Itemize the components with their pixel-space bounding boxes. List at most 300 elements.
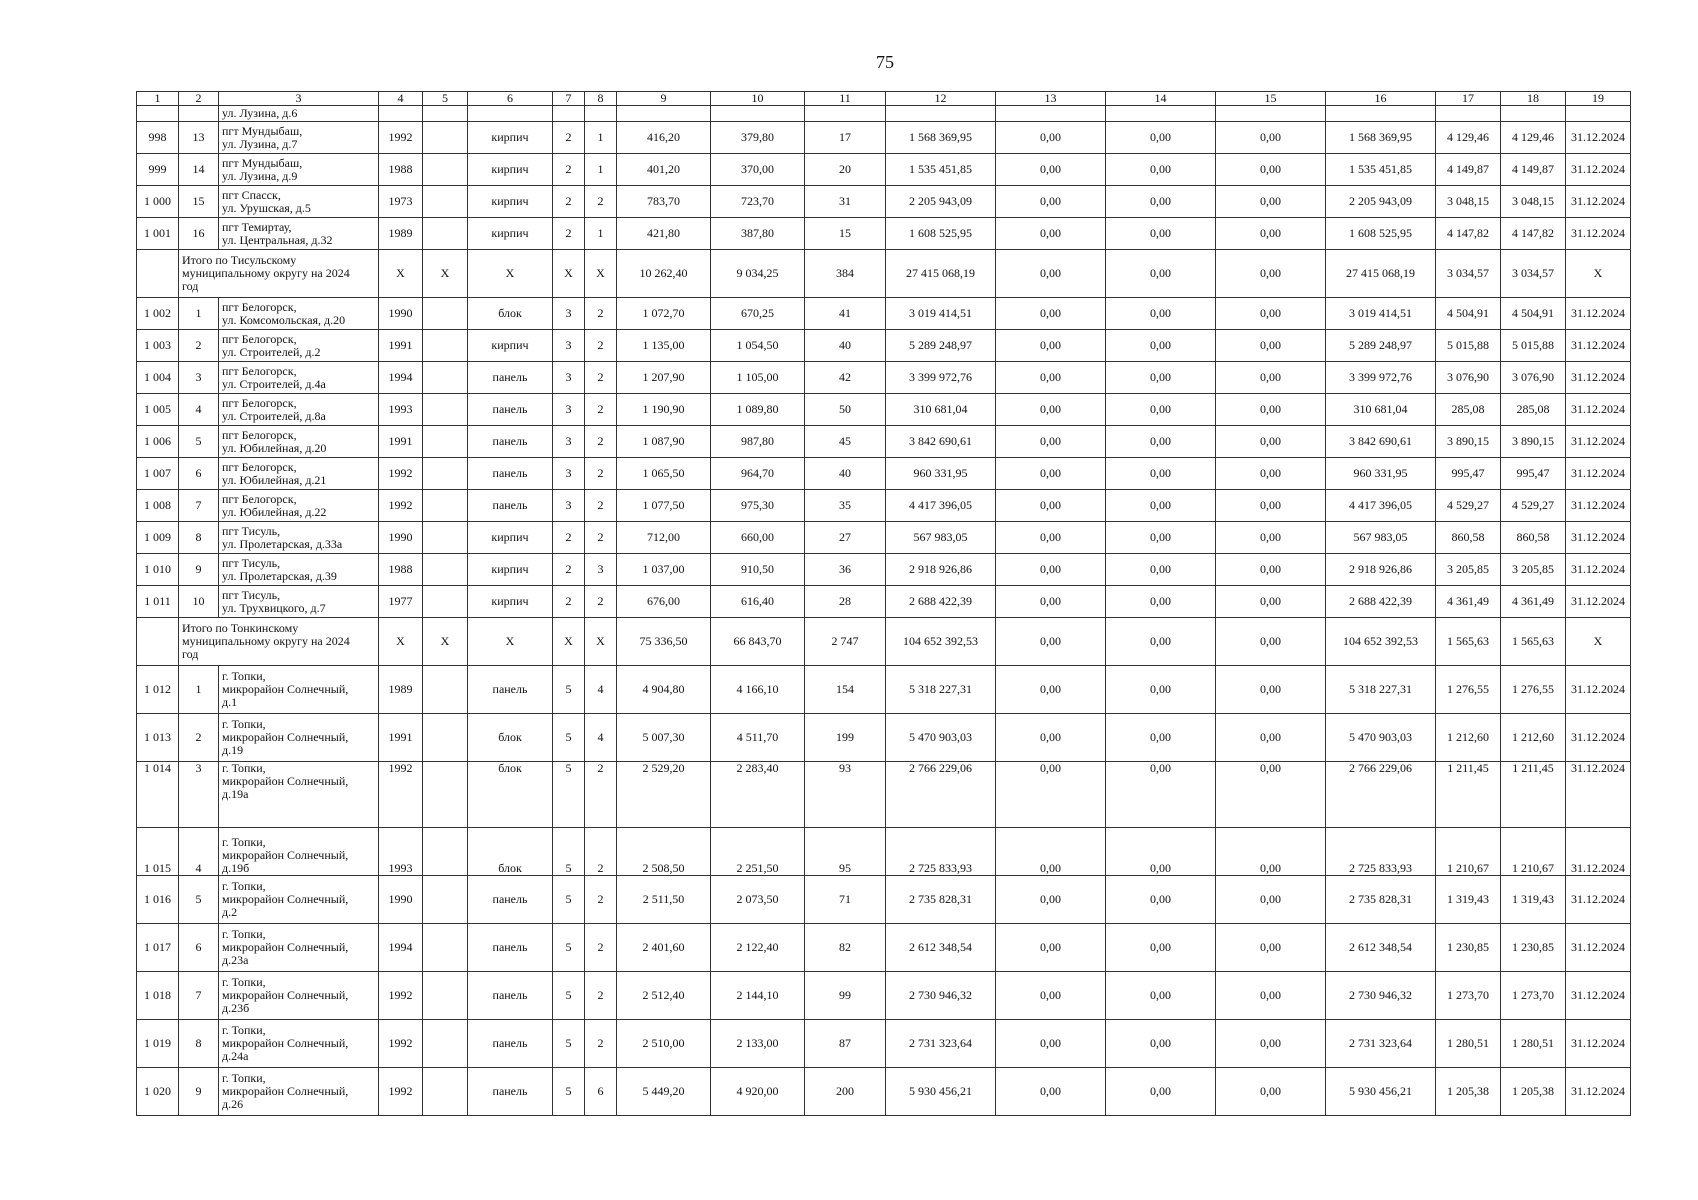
address-cell	[219, 1020, 379, 1068]
floors-cell: 5	[553, 828, 585, 876]
cell-line: д.24а	[222, 1049, 249, 1063]
col14-cell: 0,00	[1106, 218, 1216, 250]
empty-cell	[1436, 106, 1501, 122]
cell-line: год	[182, 647, 199, 661]
material-cell: панель	[468, 1068, 553, 1116]
floors-cell: X	[553, 250, 585, 298]
total-area-cell: 10 262,40	[617, 250, 711, 298]
table-row	[137, 154, 1631, 186]
date-cell: 31.12.2024	[1566, 490, 1631, 522]
cell-line: микрорайон Солнечный,	[222, 730, 349, 744]
living-area-cell: 723,70	[711, 186, 805, 218]
col5-cell	[423, 1020, 468, 1068]
local-number-cell: 15	[179, 186, 219, 218]
row-number-cell	[137, 106, 179, 122]
empty-cell	[1501, 106, 1566, 122]
col13-cell: 0,00	[996, 122, 1106, 154]
entrances-cell: 2	[585, 972, 617, 1020]
cell-line: ул. Трухвицкого, д.7	[222, 600, 326, 615]
column-number: 12	[886, 92, 996, 106]
date-cell: 31.12.2024	[1566, 876, 1631, 924]
col13-cell: 0,00	[996, 522, 1106, 554]
col14-cell: 0,00	[1106, 122, 1216, 154]
year-cell: 1988	[379, 554, 423, 586]
year-cell: 1990	[379, 876, 423, 924]
col15-cell: 0,00	[1216, 554, 1326, 586]
total-area-cell: 5 449,20	[617, 1068, 711, 1116]
column-number: 6	[468, 92, 553, 106]
column-number: 9	[617, 92, 711, 106]
row-number-cell: 1 001	[137, 218, 179, 250]
cell-line: микрорайон Солнечный,	[222, 848, 349, 862]
cell-line: г. Топки,	[222, 835, 266, 849]
cell-line: д.23б	[222, 1001, 250, 1015]
date-cell: 31.12.2024	[1566, 426, 1631, 458]
total-area-cell: 2 401,60	[617, 924, 711, 972]
table-body	[137, 92, 1631, 1116]
cell-line: ул. Юбилейная, д.21	[222, 472, 327, 487]
col15-cell: 0,00	[1216, 586, 1326, 618]
local-number-cell: 4	[179, 394, 219, 426]
col18-cell: 4 529,27	[1501, 490, 1566, 522]
column-number: 7	[553, 92, 585, 106]
year-cell: 1991	[379, 714, 423, 762]
col13-cell: 0,00	[996, 330, 1106, 362]
col14-cell: 0,00	[1106, 362, 1216, 394]
col16-cell: 2 735 828,31	[1326, 876, 1436, 924]
date-cell: 31.12.2024	[1566, 522, 1631, 554]
col13-cell: 0,00	[996, 298, 1106, 330]
col14-cell: 0,00	[1106, 554, 1216, 586]
address-cell	[219, 490, 379, 522]
material-cell: кирпич	[468, 154, 553, 186]
col15-cell: 0,00	[1216, 394, 1326, 426]
material-cell: кирпич	[468, 218, 553, 250]
floors-cell: 2	[553, 218, 585, 250]
entrances-cell: 2	[585, 1020, 617, 1068]
col18-cell: 5 015,88	[1501, 330, 1566, 362]
local-number-cell: 7	[179, 490, 219, 522]
entrances-cell: 6	[585, 1068, 617, 1116]
column-number: 19	[1566, 92, 1631, 106]
date-cell: 31.12.2024	[1566, 554, 1631, 586]
address-cell	[219, 298, 379, 330]
empty-cell	[711, 106, 805, 122]
col16-cell: 2 612 348,54	[1326, 924, 1436, 972]
residents-cell: 95	[805, 828, 886, 876]
cost-cell: 960 331,95	[886, 458, 996, 490]
material-cell: X	[468, 250, 553, 298]
col16-cell: 4 417 396,05	[1326, 490, 1436, 522]
col5-cell	[423, 828, 468, 876]
col14-cell: 0,00	[1106, 924, 1216, 972]
table-row	[137, 828, 1631, 876]
total-area-cell: 1 190,90	[617, 394, 711, 426]
year-cell: 1990	[379, 522, 423, 554]
entrances-cell: 2	[585, 394, 617, 426]
col17-cell: 3 890,15	[1436, 426, 1501, 458]
entrances-cell: 4	[585, 714, 617, 762]
row-number-cell: 1 017	[137, 924, 179, 972]
address-cell	[219, 362, 379, 394]
cost-cell: 2 730 946,32	[886, 972, 996, 1020]
year-cell: 1993	[379, 394, 423, 426]
col13-cell: 0,00	[996, 394, 1106, 426]
row-number-cell: 1 000	[137, 186, 179, 218]
col14-cell: 0,00	[1106, 250, 1216, 298]
cell-line: ул. Лузина, д.6	[222, 106, 298, 120]
col15-cell: 0,00	[1216, 972, 1326, 1020]
col13-cell: 0,00	[996, 458, 1106, 490]
cost-cell: 1 568 369,95	[886, 122, 996, 154]
address-cell	[219, 972, 379, 1020]
table-row	[137, 298, 1631, 330]
address-cell	[219, 426, 379, 458]
material-cell: блок	[468, 828, 553, 876]
floors-cell: 5	[553, 1020, 585, 1068]
entrances-cell: 2	[585, 298, 617, 330]
cell-line: пгт Белогорск,	[222, 395, 297, 410]
table-row	[137, 362, 1631, 394]
row-number-cell: 998	[137, 122, 179, 154]
address-cell	[219, 330, 379, 362]
residents-cell: 17	[805, 122, 886, 154]
year-cell: 1973	[379, 186, 423, 218]
row-number-cell	[137, 250, 179, 298]
col5-cell	[423, 330, 468, 362]
material-cell: блок	[468, 714, 553, 762]
col18-cell: 3 205,85	[1501, 554, 1566, 586]
row-number-cell: 1 011	[137, 586, 179, 618]
col18-cell: 995,47	[1501, 458, 1566, 490]
col18-cell: 860,58	[1501, 522, 1566, 554]
entrances-cell: 2	[585, 186, 617, 218]
col5-cell	[423, 218, 468, 250]
col14-cell: 0,00	[1106, 618, 1216, 666]
date-cell: 31.12.2024	[1566, 362, 1631, 394]
cell-line: г. Топки,	[222, 669, 266, 683]
col14-cell: 0,00	[1106, 714, 1216, 762]
cost-cell: 2 731 323,64	[886, 1020, 996, 1068]
col14-cell: 0,00	[1106, 586, 1216, 618]
total-area-cell: 2 510,00	[617, 1020, 711, 1068]
row-number-cell: 1 003	[137, 330, 179, 362]
table-row	[137, 924, 1631, 972]
col17-cell: 3 048,15	[1436, 186, 1501, 218]
empty-cell	[805, 106, 886, 122]
total-area-cell: 4 904,80	[617, 666, 711, 714]
date-cell: 31.12.2024	[1566, 714, 1631, 762]
entrances-cell: 4	[585, 666, 617, 714]
year-cell: 1977	[379, 586, 423, 618]
cell-line: Итого по Тисульскому	[182, 253, 297, 267]
material-cell: блок	[468, 762, 553, 828]
col16-cell: 2 766 229,06	[1326, 762, 1436, 828]
local-number-cell: 2	[179, 330, 219, 362]
material-cell: кирпич	[468, 586, 553, 618]
table-row	[137, 458, 1631, 490]
col13-cell: 0,00	[996, 362, 1106, 394]
total-area-cell: 421,80	[617, 218, 711, 250]
col16-cell: 1 608 525,95	[1326, 218, 1436, 250]
cell-line: г. Топки,	[222, 879, 266, 893]
cell-line: ул. Строителей, д.8а	[222, 408, 326, 423]
floors-cell: 3	[553, 330, 585, 362]
cost-cell: 5 318 227,31	[886, 666, 996, 714]
col18-cell: 1 276,55	[1501, 666, 1566, 714]
living-area-cell: 4 166,10	[711, 666, 805, 714]
col18-cell: 4 504,91	[1501, 298, 1566, 330]
local-number-cell: 3	[179, 362, 219, 394]
material-cell: панель	[468, 972, 553, 1020]
floors-cell: 5	[553, 762, 585, 828]
material-cell: панель	[468, 362, 553, 394]
col18-cell: 1 565,63	[1501, 618, 1566, 666]
local-number-cell: 9	[179, 554, 219, 586]
row-number-cell: 1 002	[137, 298, 179, 330]
year-cell: 1994	[379, 362, 423, 394]
empty-cell	[886, 106, 996, 122]
date-cell: 31.12.2024	[1566, 762, 1631, 828]
total-area-cell: 2 511,50	[617, 876, 711, 924]
table-row	[137, 218, 1631, 250]
col17-cell: 1 212,60	[1436, 714, 1501, 762]
col17-cell: 1 276,55	[1436, 666, 1501, 714]
col15-cell: 0,00	[1216, 666, 1326, 714]
material-cell: панель	[468, 666, 553, 714]
floors-cell: 3	[553, 298, 585, 330]
col17-cell: 4 149,87	[1436, 154, 1501, 186]
col17-cell: 4 129,46	[1436, 122, 1501, 154]
col16-cell: 567 983,05	[1326, 522, 1436, 554]
date-cell: 31.12.2024	[1566, 154, 1631, 186]
cell-line: микрорайон Солнечный,	[222, 682, 349, 696]
total-area-cell: 676,00	[617, 586, 711, 618]
living-area-cell: 9 034,25	[711, 250, 805, 298]
row-number-cell: 1 006	[137, 426, 179, 458]
floors-cell: 5	[553, 714, 585, 762]
living-area-cell: 1 105,00	[711, 362, 805, 394]
cost-cell: 2 918 926,86	[886, 554, 996, 586]
date-cell: X	[1566, 618, 1631, 666]
address-cell	[219, 186, 379, 218]
col18-cell: 4 129,46	[1501, 122, 1566, 154]
living-area-cell: 66 843,70	[711, 618, 805, 666]
row-number-cell: 1 013	[137, 714, 179, 762]
col18-cell: 1 230,85	[1501, 924, 1566, 972]
table-row	[137, 762, 1631, 828]
empty-cell	[1106, 106, 1216, 122]
cell-line: г. Топки,	[222, 1071, 266, 1085]
material-cell: X	[468, 618, 553, 666]
year-cell: X	[379, 250, 423, 298]
residents-cell: 40	[805, 458, 886, 490]
entrances-cell: 1	[585, 154, 617, 186]
local-number-cell: 5	[179, 876, 219, 924]
address-cell	[219, 714, 379, 762]
local-number-cell: 2	[179, 714, 219, 762]
row-number-cell: 1 007	[137, 458, 179, 490]
material-cell: кирпич	[468, 122, 553, 154]
col13-cell: 0,00	[996, 186, 1106, 218]
year-cell: 1993	[379, 828, 423, 876]
living-area-cell: 616,40	[711, 586, 805, 618]
cell-line: пгт Темиртау,	[222, 219, 292, 234]
local-number-cell: 8	[179, 522, 219, 554]
floors-cell: 5	[553, 1068, 585, 1116]
date-cell: 31.12.2024	[1566, 394, 1631, 426]
cell-line: пгт Белогорск,	[222, 427, 297, 442]
empty-cell	[468, 106, 553, 122]
local-number-cell: 16	[179, 218, 219, 250]
col15-cell: 0,00	[1216, 828, 1326, 876]
col5-cell	[423, 522, 468, 554]
cell-line: д.19	[222, 743, 244, 757]
total-area-cell: 1 065,50	[617, 458, 711, 490]
col16-cell: 2 731 323,64	[1326, 1020, 1436, 1068]
column-number: 18	[1501, 92, 1566, 106]
col13-cell: 0,00	[996, 714, 1106, 762]
local-number-cell: 1	[179, 298, 219, 330]
col15-cell: 0,00	[1216, 618, 1326, 666]
table-row	[137, 972, 1631, 1020]
living-area-cell: 379,80	[711, 122, 805, 154]
col15-cell: 0,00	[1216, 1068, 1326, 1116]
row-number-cell: 1 009	[137, 522, 179, 554]
col17-cell: 285,08	[1436, 394, 1501, 426]
residents-cell: 2 747	[805, 618, 886, 666]
col18-cell: 4 149,87	[1501, 154, 1566, 186]
cell-line: микрорайон Солнечный,	[222, 1036, 349, 1050]
col18-cell: 1 205,38	[1501, 1068, 1566, 1116]
entrances-cell: 2	[585, 586, 617, 618]
year-cell: 1992	[379, 490, 423, 522]
year-cell: 1991	[379, 426, 423, 458]
col5-cell	[423, 186, 468, 218]
col16-cell: 5 318 227,31	[1326, 666, 1436, 714]
subtotal-row	[137, 250, 1631, 298]
local-number-cell: 13	[179, 122, 219, 154]
col16-cell: 310 681,04	[1326, 394, 1436, 426]
cell-line: ул. Юбилейная, д.22	[222, 504, 327, 519]
col18-cell: 3 034,57	[1501, 250, 1566, 298]
material-cell: панель	[468, 394, 553, 426]
col5-cell	[423, 714, 468, 762]
col15-cell: 0,00	[1216, 924, 1326, 972]
cost-cell: 5 930 456,21	[886, 1068, 996, 1116]
local-number-cell: 6	[179, 458, 219, 490]
col13-cell: 0,00	[996, 618, 1106, 666]
residents-cell: 27	[805, 522, 886, 554]
floors-cell: 2	[553, 186, 585, 218]
col17-cell: 1 319,43	[1436, 876, 1501, 924]
address-cell	[219, 458, 379, 490]
address-cell	[219, 122, 379, 154]
col5-cell	[423, 362, 468, 394]
col15-cell: 0,00	[1216, 122, 1326, 154]
cell-line: ул. Юбилейная, д.20	[222, 440, 327, 455]
col17-cell: 5 015,88	[1436, 330, 1501, 362]
empty-cell	[423, 106, 468, 122]
local-number-cell: 1	[179, 666, 219, 714]
col14-cell: 0,00	[1106, 762, 1216, 828]
total-area-cell: 1 135,00	[617, 330, 711, 362]
col16-cell: 3 019 414,51	[1326, 298, 1436, 330]
residents-cell: 42	[805, 362, 886, 394]
col18-cell: 4 361,49	[1501, 586, 1566, 618]
col17-cell: 4 504,91	[1436, 298, 1501, 330]
residents-cell: 200	[805, 1068, 886, 1116]
col5-cell: X	[423, 250, 468, 298]
entrances-cell: X	[585, 618, 617, 666]
subtotal-row	[137, 618, 1631, 666]
residents-cell: 93	[805, 762, 886, 828]
residents-cell: 35	[805, 490, 886, 522]
floors-cell: 3	[553, 362, 585, 394]
cell-line: пгт Белогорск,	[222, 363, 297, 378]
date-cell: 31.12.2024	[1566, 586, 1631, 618]
cell-line: пгт Белогорск,	[222, 331, 297, 346]
table-row	[137, 522, 1631, 554]
col14-cell: 0,00	[1106, 666, 1216, 714]
entrances-cell: 2	[585, 876, 617, 924]
year-cell: 1992	[379, 762, 423, 828]
cell-line: г. Топки,	[222, 927, 266, 941]
col16-cell: 2 730 946,32	[1326, 972, 1436, 1020]
col13-cell: 0,00	[996, 876, 1106, 924]
address-cell	[219, 154, 379, 186]
cell-line: микрорайон Солнечный,	[222, 1084, 349, 1098]
local-number-cell: 5	[179, 426, 219, 458]
col16-cell: 2 918 926,86	[1326, 554, 1436, 586]
address-cell	[219, 762, 379, 828]
col16-cell: 5 470 903,03	[1326, 714, 1436, 762]
row-number-cell: 1 005	[137, 394, 179, 426]
local-number-cell: 9	[179, 1068, 219, 1116]
col5-cell	[423, 972, 468, 1020]
address-cell	[219, 586, 379, 618]
living-area-cell: 1 089,80	[711, 394, 805, 426]
living-area-cell: 2 283,40	[711, 762, 805, 828]
col15-cell: 0,00	[1216, 362, 1326, 394]
col13-cell: 0,00	[996, 218, 1106, 250]
table-row	[137, 330, 1631, 362]
floors-cell: 5	[553, 876, 585, 924]
living-area-cell: 2 073,50	[711, 876, 805, 924]
col15-cell: 0,00	[1216, 762, 1326, 828]
cell-line: ул. Урушская, д.5	[222, 200, 311, 215]
col14-cell: 0,00	[1106, 154, 1216, 186]
row-number-cell: 1 016	[137, 876, 179, 924]
col17-cell: 1 211,45	[1436, 762, 1501, 828]
residents-cell: 40	[805, 330, 886, 362]
address-cell	[219, 106, 379, 122]
cell-line: г. Топки,	[222, 1023, 266, 1037]
living-area-cell: 964,70	[711, 458, 805, 490]
col13-cell: 0,00	[996, 554, 1106, 586]
entrances-cell: 2	[585, 458, 617, 490]
cell-line: ул. Пролетарская, д.33а	[222, 536, 343, 551]
col16-cell: 2 688 422,39	[1326, 586, 1436, 618]
col14-cell: 0,00	[1106, 426, 1216, 458]
material-cell: панель	[468, 924, 553, 972]
cost-cell: 5 289 248,97	[886, 330, 996, 362]
total-area-cell: 2 529,20	[617, 762, 711, 828]
empty-cell	[1216, 106, 1326, 122]
living-area-cell: 1 054,50	[711, 330, 805, 362]
total-area-cell: 1 077,50	[617, 490, 711, 522]
col5-cell	[423, 426, 468, 458]
